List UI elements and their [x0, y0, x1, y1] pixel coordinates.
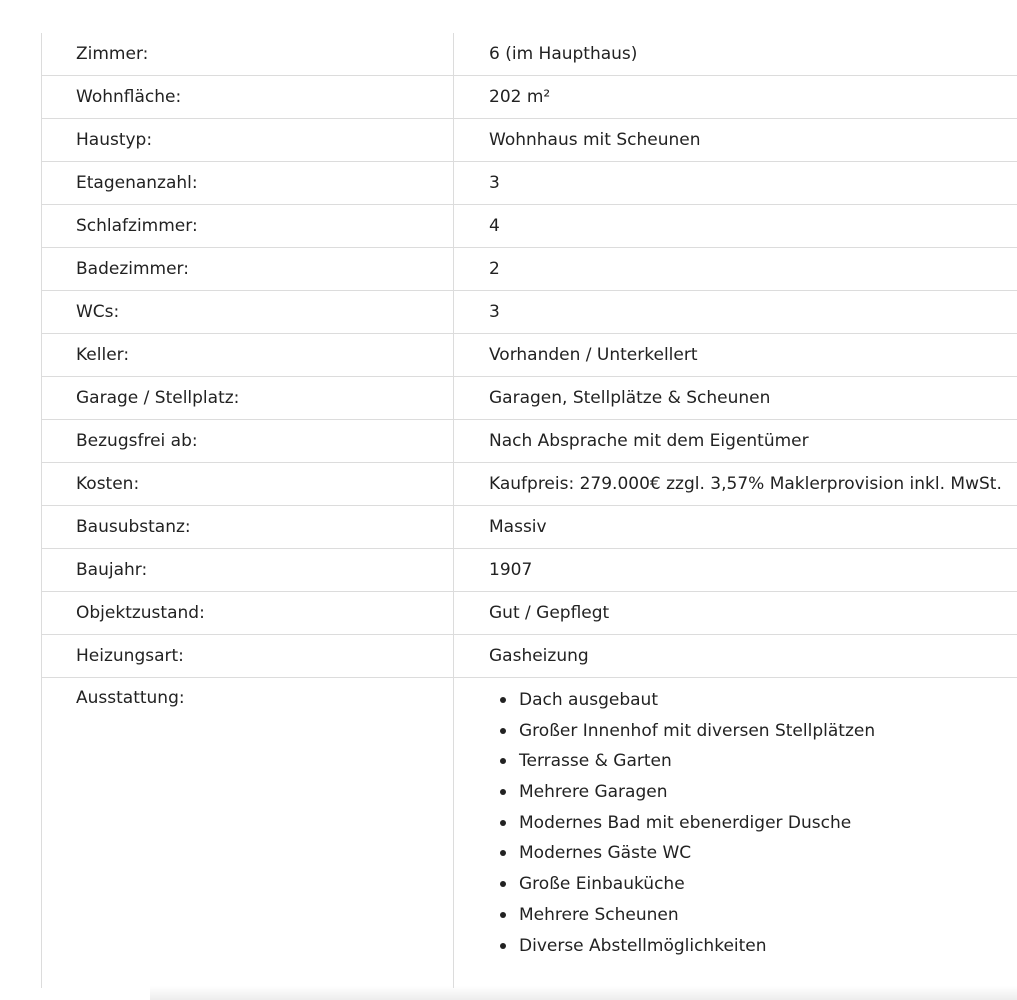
list-item — [489, 781, 1017, 812]
table-row — [42, 248, 1017, 291]
row-value-construction: Massiv — [489, 517, 547, 537]
row-value-heating: Gasheizung — [489, 646, 589, 666]
features-cell — [454, 678, 1017, 988]
table-row — [42, 592, 1017, 635]
property-details-table — [41, 33, 1017, 988]
feature-text: Modernes Bad mit ebenerdiger Dusche — [519, 812, 852, 833]
row-value-rooms: 6 (im Haupthaus) — [489, 44, 638, 64]
feature-text: Dach ausgebaut — [519, 690, 658, 710]
row-label-bathrooms: Badezimmer: — [42, 248, 454, 290]
row-label-available-from: Bezugsfrei ab: — [42, 420, 454, 462]
feature-text: Modernes Gäste WC — [519, 843, 692, 864]
features-list — [489, 689, 1017, 965]
row-label-wcs: WCs: — [42, 291, 454, 333]
table-row — [42, 33, 1017, 76]
feature-text: Großer Innenhof mit diversen Stellplätzen — [519, 720, 876, 741]
list-item — [489, 935, 1017, 966]
row-value-year-built: 1907 — [489, 560, 533, 580]
list-item — [489, 842, 1017, 873]
row-label-living-area: Wohnfläche: — [42, 76, 454, 118]
list-item — [489, 720, 1017, 751]
row-value-condition: Gut / Gepflegt — [489, 603, 610, 623]
row-label-floors: Etagenanzahl: — [42, 162, 454, 204]
row-label-house-type: Haustyp: — [42, 119, 454, 161]
row-value-available-from: Nach Absprache mit dem Eigentümer — [489, 431, 809, 451]
bullet-icon — [500, 881, 506, 887]
row-label-garage: Garage / Stellplatz: — [42, 377, 454, 419]
table-row — [42, 635, 1017, 678]
table-row — [42, 420, 1017, 463]
row-label-basement: Keller: — [42, 334, 454, 376]
row-value-basement: Vorhanden / Unterkellert — [489, 345, 698, 365]
bullet-icon — [500, 697, 506, 703]
table-row — [42, 334, 1017, 377]
list-item — [489, 750, 1017, 781]
list-item — [489, 689, 1017, 720]
row-value-living-area: 202 m² — [489, 87, 551, 107]
list-item — [489, 904, 1017, 935]
list-item — [489, 812, 1017, 843]
bullet-icon — [500, 758, 506, 764]
feature-text: Mehrere Scheunen — [519, 904, 679, 925]
table-row — [42, 162, 1017, 205]
table-row — [42, 463, 1017, 506]
feature-text: Diverse Abstellmöglichkeiten — [519, 935, 767, 956]
row-value-bathrooms: 2 — [489, 259, 500, 279]
row-label-construction: Bausubstanz: — [42, 506, 454, 548]
bullet-icon — [500, 820, 506, 826]
feature-text: Mehrere Garagen — [519, 782, 668, 803]
row-label-condition: Objektzustand: — [42, 592, 454, 634]
row-value-costs: Kaufpreis: 279.000€ zzgl. 3,57% Maklerprovision inkl. MwSt. — [489, 474, 1002, 494]
table-row — [42, 76, 1017, 119]
bottom-shadow — [150, 986, 1017, 1000]
bullet-icon — [500, 912, 506, 918]
row-value-floors: 3 — [489, 173, 500, 193]
row-value-house-type: Wohnhaus mit Scheunen — [489, 130, 701, 150]
row-value-garage: Garagen, Stellplätze & Scheunen — [489, 388, 771, 408]
row-label-rooms: Zimmer: — [42, 33, 454, 75]
row-label-year-built: Baujahr: — [42, 549, 454, 591]
bullet-icon — [500, 728, 506, 734]
feature-text: Terrasse & Garten — [519, 751, 672, 772]
row-value-bedrooms: 4 — [489, 216, 500, 236]
row-label-features: Ausstattung: — [42, 678, 454, 988]
bullet-icon — [500, 850, 506, 856]
table-row — [42, 205, 1017, 248]
table-row — [42, 291, 1017, 334]
list-item — [489, 873, 1017, 904]
row-label-heating: Heizungsart: — [42, 635, 454, 677]
table-row — [42, 506, 1017, 549]
bullet-icon — [500, 943, 506, 949]
table-row — [42, 549, 1017, 592]
table-row-features — [42, 678, 1017, 988]
row-label-bedrooms: Schlafzimmer: — [42, 205, 454, 247]
table-row — [42, 377, 1017, 420]
feature-text: Große Einbauküche — [519, 874, 685, 895]
table-row — [42, 119, 1017, 162]
bullet-icon — [500, 789, 506, 795]
row-value-wcs: 3 — [489, 302, 500, 322]
row-label-costs: Kosten: — [42, 463, 454, 505]
